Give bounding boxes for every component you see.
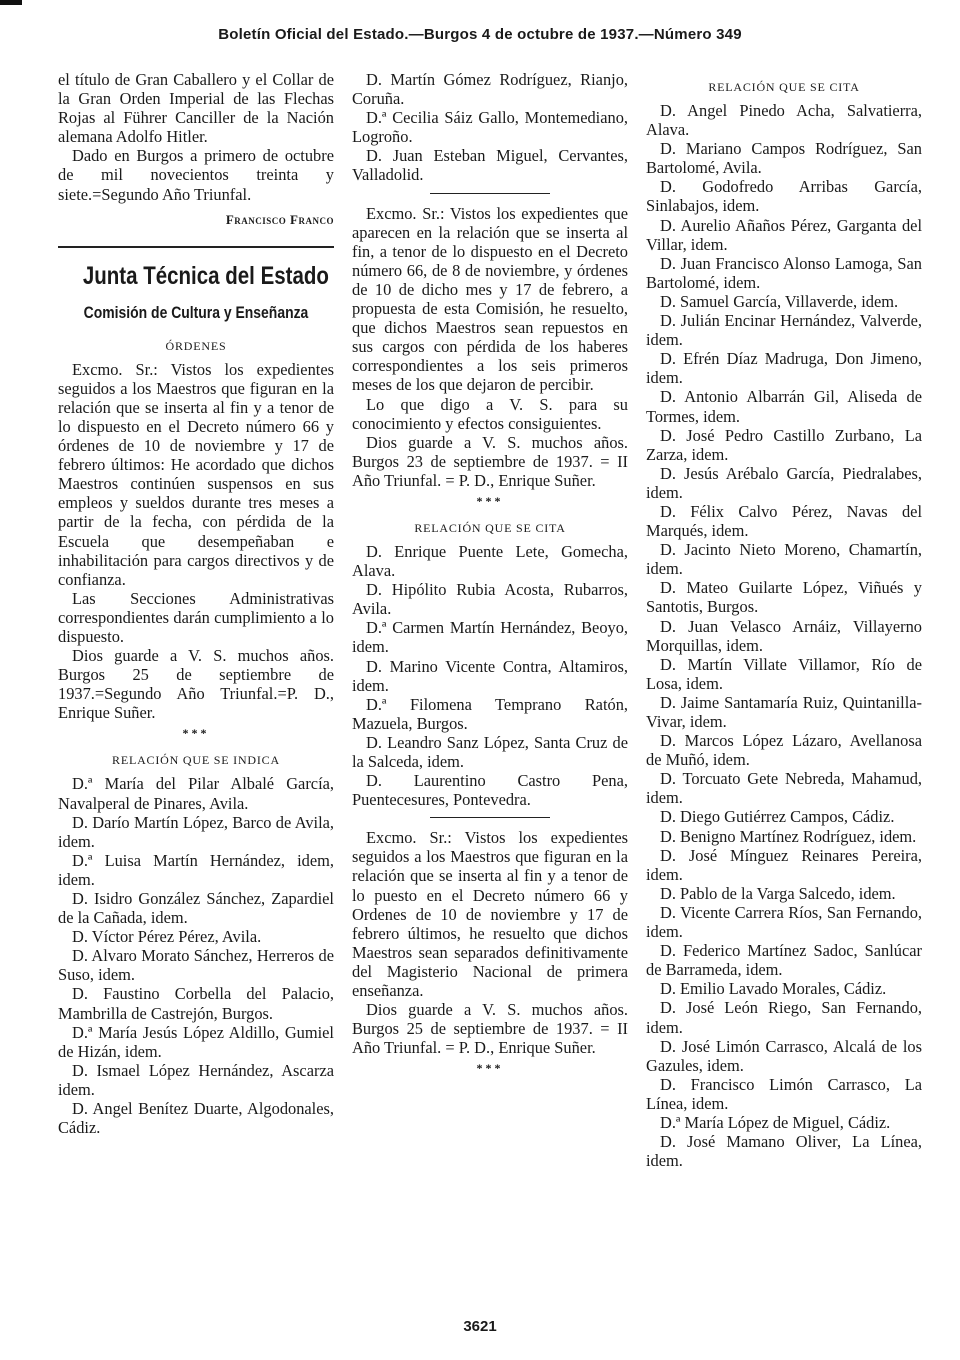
list-item: D. Jaime Santamaría Ruiz, Quintanilla-Vivar, idem.	[646, 692, 922, 731]
list-item: D. Godofredo Arribas García, Sinlabajos, idem.	[646, 177, 922, 216]
list-item: D. Torcuato Gete Nebreda, Mahamud, idem.	[646, 769, 922, 808]
divider	[430, 817, 550, 818]
order-paragraph: Excmo. Sr.: Vistos los expedientes seguidos a los Maestros que figuran en la relación que se inserta al fin y a tenor de lo puesto en el Decreto número 66 y Ordenes de 10 de noviembre y 17 de febrero últimos, he resuelto que dichos Maestros sean separados definitivamente del Magisterio Nacional de primera enseñanza.	[352, 828, 628, 1001]
subsection-title: Comisión de Cultura y Enseñanza	[83, 302, 309, 322]
divider	[58, 246, 334, 248]
separator-stars: ***	[476, 1061, 504, 1076]
list-item: D. Marino Vicente Contra, Altamiros, idem.	[352, 656, 628, 695]
list-item: D. Faustino Corbella del Palacio, Mambrilla de Castrejón, Burgos.	[58, 984, 334, 1023]
list-item: D. Laurentino Castro Pena, Puentecesures, Pontevedra.	[352, 771, 628, 810]
name-list	[646, 101, 922, 1170]
list-item: D. Víctor Pérez Pérez, Avila.	[72, 927, 262, 947]
list-item: D. Darío Martín López, Barco de Avila, idem.	[58, 812, 334, 851]
paragraph: el título de Gran Caballero y el Collar de la Gran Orden Imperial de las Flechas Rojas al Führer Canciller de la Nación alemana Adolfo Hitler.	[58, 70, 334, 147]
list-item: D. José León Riego, San Fernando, idem.	[646, 998, 922, 1037]
list-item: D.ª María del Pilar Albalé García, Navalperal de Pinares, Avila.	[58, 774, 334, 813]
name-list	[352, 70, 628, 185]
corner-mark	[0, 0, 22, 5]
list-item: D. Martín Villate Villamor, Río de Losa, idem.	[646, 654, 922, 693]
list-item: D.ª María López de Miguel, Cádiz.	[660, 1112, 891, 1132]
order-paragraph: Excmo. Sr.: Vistos los expedientes que aparecen en la relación que se inserta al fin, a tenor de lo dispuesto en el Decreto número 66, de 8 de noviembre, y órdenes de 10 de dicho mes y 17 de febrero, a propuesta de esta Comisión, he resuelto, que dichos Maestros sean repuestos en sus cargos con pérdida de los haberes correspondientes a los seis primeros meses de los que dejaron de percibir.	[352, 203, 628, 395]
list-item: D. Ismael López Hernández, Ascarza idem.	[58, 1060, 334, 1099]
list-item: D. Isidro González Sánchez, Zapardiel de la Cañada, idem.	[58, 889, 334, 928]
list-item: D. Efrén Díaz Madruga, Don Jimeno, idem.	[646, 349, 922, 388]
name-list	[352, 542, 628, 809]
list-item: D. Alvaro Morato Sánchez, Herreros de Suso, idem.	[58, 946, 334, 985]
list-item: D. Angel Benítez Duarte, Algodonales, Cádiz.	[58, 1099, 334, 1138]
running-head: Boletín Oficial del Estado.—Burgos 4 de octubre de 1937.—Número 349	[218, 26, 742, 43]
order-paragraph: Excmo. Sr.: Vistos los expedientes seguidos a los Maestros que figuran en la relación que se inserta al fin y a tenor de lo dispuesto en el Decreto número 66 y órdenes de 10 de noviembre y 17 de febrero últimos: He acordado que dichos Maestros continúen suspensos en sus empleos y sueldos durante tres meses a partir de la fecha, con pérdida de la Escuela que desempeñaban e inhabilitación para cargos directivos y de confianza.	[58, 359, 334, 589]
list-item: D.ª Carmen Martín Hernández, Beoyo, idem.	[352, 618, 628, 657]
list-item: D. José Pedro Castillo Zurbano, La Zarza, idem.	[646, 425, 922, 464]
list-item: D. Marcos López Lázaro, Avellanosa de Muñó, idem.	[646, 731, 922, 770]
separator-stars: ***	[182, 726, 210, 741]
list-item: D. Emilio Lavado Morales, Cádiz.	[660, 979, 887, 999]
list-item: D. Martín Gómez Rodríguez, Rianjo, Coruña.	[352, 70, 628, 109]
column-3	[646, 70, 922, 1170]
list-item: D. Benigno Martínez Rodríguez, idem.	[660, 826, 917, 846]
list-item: D. Diego Gutiérrez Campos, Cádiz.	[660, 807, 895, 827]
list-item: D. José Limón Carrasco, Alcalá de los Gazules, idem.	[646, 1036, 922, 1075]
list-item: D. Juan Esteban Miguel, Cervantes, Valladolid.	[352, 146, 628, 185]
list-item: D. Mariano Campos Rodríguez, San Bartolomé, Avila.	[646, 139, 922, 178]
list-item: D. Pablo de la Varga Salcedo, idem.	[660, 883, 896, 903]
list-item: D. Enrique Puente Lete, Gomecha, Alava.	[352, 541, 628, 581]
list-item: D. Juan Velasco Arnáiz, Villayerno Morquillas, idem.	[646, 616, 922, 655]
order-paragraph: Dios guarde a V. S. muchos años. Burgos 25 de septiembre de 1937. = II Año Triunfal. = P. D., Enrique Suñer.	[352, 1000, 628, 1058]
list-item: D. José Mínguez Reinares Pereira, idem.	[646, 845, 922, 884]
list-item: D. Julián Encinar Hernández, Valverde, idem.	[646, 311, 922, 350]
list-heading: RELACIÓN QUE SE INDICA	[112, 753, 280, 768]
list-item: D. Samuel García, Villaverde, idem.	[660, 291, 899, 311]
list-item: D. Aurelio Añaños Pérez, Garganta del Villar, idem.	[646, 215, 922, 254]
order-paragraph: Dios guarde a V. S. muchos años. Burgos 23 de septiembre de 1937. = II Año Triunfal. = P. D., Enrique Suñer.	[352, 432, 628, 490]
ordenes-heading: ÓRDENES	[165, 338, 227, 353]
paragraph: Dado en Burgos a primero de octubre de mil novecientos treinta y siete.=Segundo Año Triunfal.	[58, 146, 334, 204]
list-item: D. Juan Francisco Alonso Lamoga, San Bartolomé, idem.	[646, 253, 922, 292]
list-item: D. Hipólito Rubia Acosta, Rubarros, Avila.	[352, 580, 628, 619]
list-item: D.ª Luisa Martín Hernández, idem, idem.	[58, 850, 334, 889]
divider	[430, 193, 550, 194]
page-number: 3621	[463, 1318, 497, 1335]
list-item: D. Angel Pinedo Acha, Salvatierra, Alava.	[646, 101, 922, 140]
column-2	[352, 70, 628, 1082]
list-item: D. Antonio Albarrán Gil, Aliseda de Tormes, idem.	[646, 387, 922, 426]
list-item: D. Félix Calvo Pérez, Navas del Marqués, idem.	[646, 501, 922, 541]
order-paragraph: Dios guarde a V. S. muchos años. Burgos 25 de septiembre de 1937.=Segundo Año Triunfal.=P. D., Enrique Suñer.	[58, 646, 334, 723]
list-item: D. Vicente Carrera Ríos, San Fernando, idem.	[646, 902, 922, 942]
list-heading: RELACIÓN QUE SE CITA	[708, 80, 860, 94]
list-item: D. Mateo Guilarte López, Viñués y Santotis, Burgos.	[646, 578, 922, 617]
list-item: D.ª Cecilia Sáiz Gallo, Montemediano, Logroño.	[352, 108, 628, 147]
name-list	[58, 774, 334, 1137]
column-1	[58, 70, 334, 1137]
order-paragraph: Lo que digo a V. S. para su conocimiento y efectos consiguientes.	[352, 394, 628, 433]
list-item: D. Leandro Sanz López, Santa Cruz de la Salceda, idem.	[352, 732, 628, 771]
section-title: Junta Técnica del Estado	[82, 261, 329, 290]
separator-stars: ***	[476, 493, 504, 508]
list-item: D.ª María Jesús López Aldillo, Gumiel de Hizán, idem.	[58, 1022, 334, 1061]
list-item: D. Jesús Arébalo García, Piedralabes, idem.	[646, 463, 922, 502]
list-item: D. Federico Martínez Sadoc, Sanlúcar de Barrameda, idem.	[646, 941, 922, 980]
list-item: D.ª Filomena Temprano Ratón, Mazuela, Burgos.	[352, 694, 628, 733]
list-item: D. José Mamano Oliver, La Línea, idem.	[646, 1132, 922, 1171]
order-paragraph: Las Secciones Administrativas correspondientes darán cumplimiento a lo dispuesto.	[58, 588, 334, 646]
list-item: D. Francisco Limón Carrasco, La Línea, idem.	[646, 1074, 922, 1113]
list-item: D. Jacinto Nieto Moreno, Chamartín, idem.	[646, 540, 922, 579]
list-heading: RELACIÓN QUE SE CITA	[414, 520, 566, 535]
signature: Francisco Franco	[225, 211, 334, 227]
